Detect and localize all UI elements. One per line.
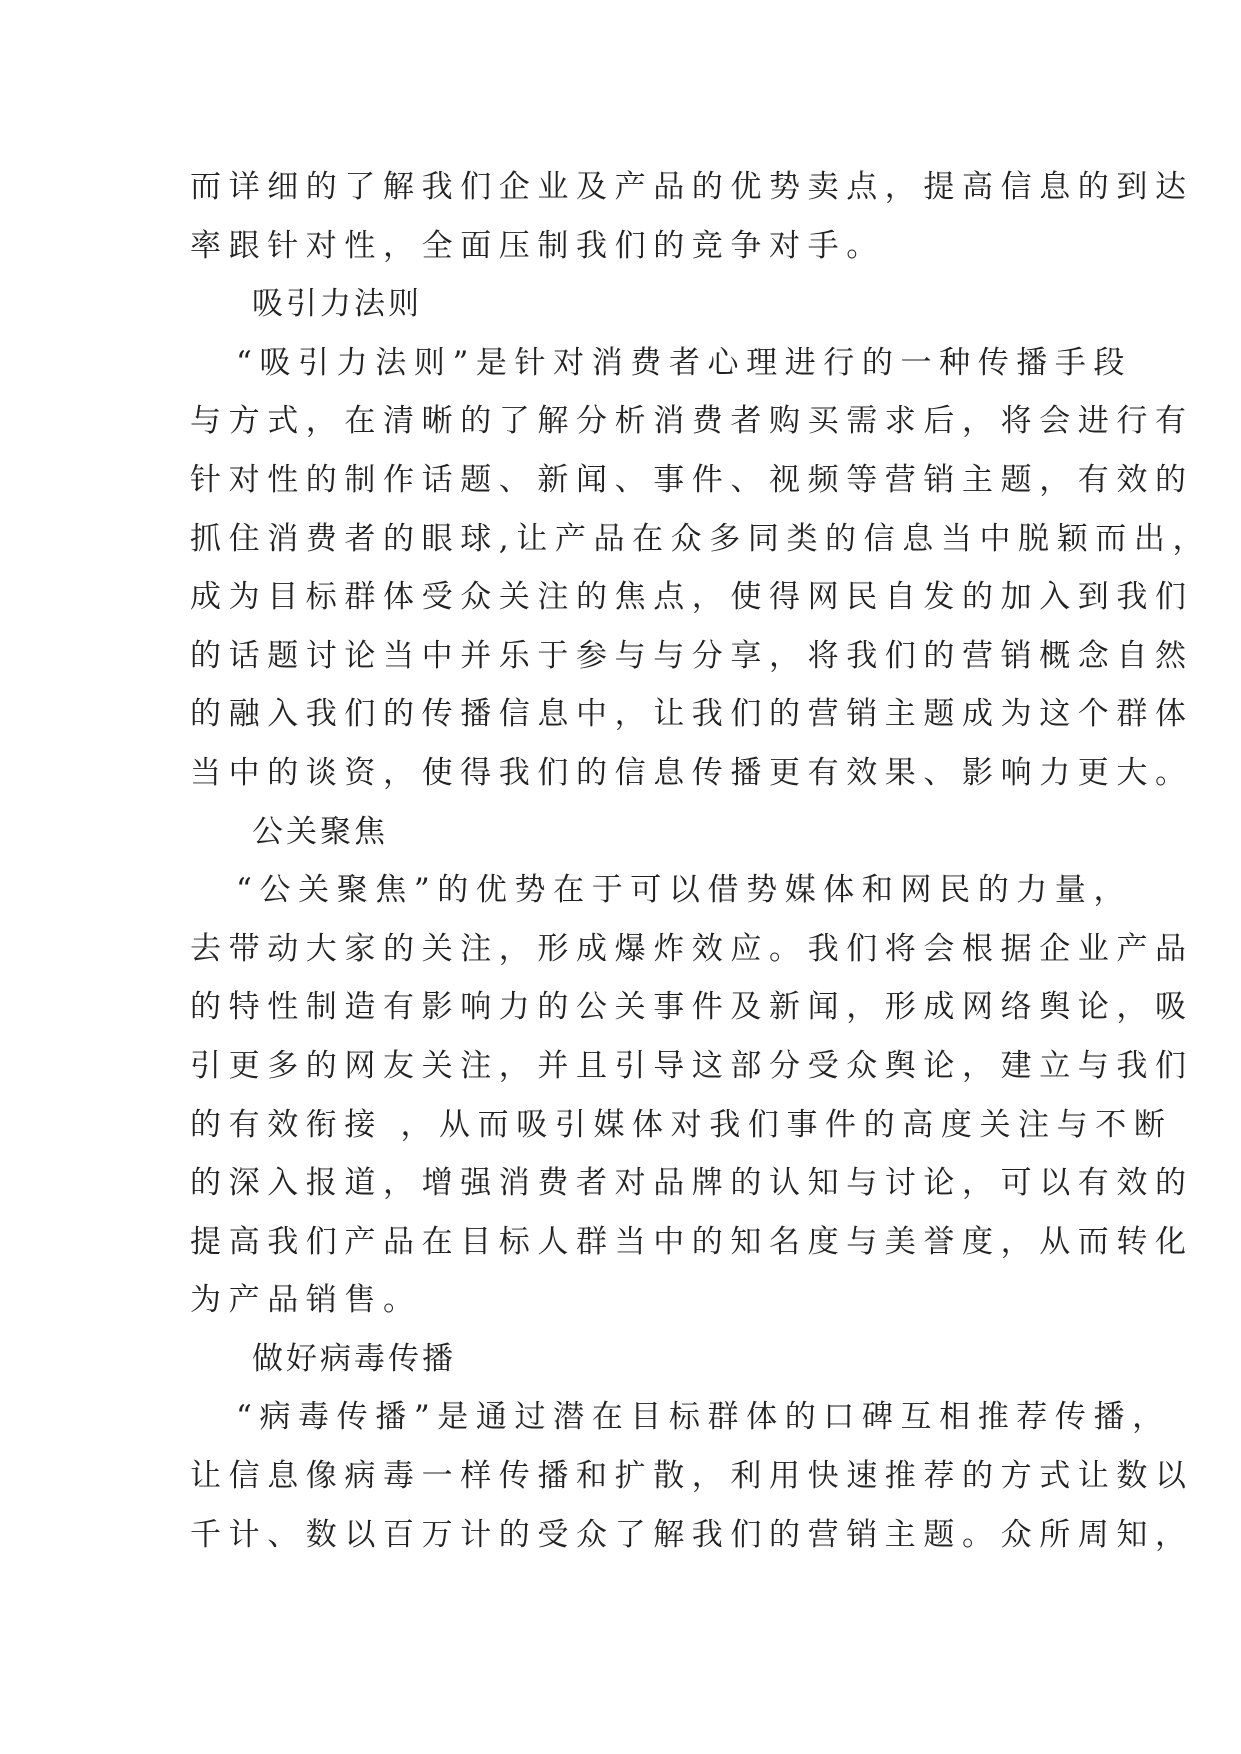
paragraph-line: “公关聚焦”的优势在于可以借势媒体和网民的力量， [236, 872, 1133, 909]
paragraph-line: 让信息像病毒一样传播和扩散，利用快速推荐的方式让数以 [190, 1458, 1194, 1495]
paragraph-line: 去带动大家的关注，形成爆炸效应。我们将会根据企业产品 [190, 930, 1194, 967]
section-heading: 吸引力法则 [252, 286, 422, 323]
paragraph-line: 抓住消费者的眼球,让产品在众多同类的信息当中脱颖而出， [190, 520, 1212, 557]
paragraph-line: 而详细的了解我们企业及产品的优势卖点，提高信息的到达 [190, 169, 1194, 205]
paragraph-line: “吸引力法则”是针对消费者心理进行的一种传播手段 [236, 344, 1133, 381]
paragraph-line: 与方式，在清晰的了解分析消费者购买需求后，将会进行有 [190, 403, 1194, 440]
paragraph-line: 为产品销售。 [190, 1282, 422, 1319]
paragraph-line: 的融入我们的传播信息中，让我们的营销主题成为这个群体 [190, 696, 1194, 733]
paragraph-line: 引更多的网友关注，并且引导这部分受众舆论，建立与我们 [190, 1047, 1194, 1084]
paragraph-line: 的话题讨论当中并乐于参与与分享，将我们的营销概念自然 [190, 637, 1194, 674]
paragraph-line: 当中的谈资，使得我们的信息传播更有效果、影响力更大。 [190, 754, 1194, 791]
paragraph-line: “病毒传播”是通过潜在目标群体的口碑互相推荐传播， [236, 1399, 1171, 1436]
paragraph-line: 针对性的制作话题、新闻、事件、视频等营销主题，有效的 [190, 461, 1194, 498]
paragraph-line: 提高我们产品在目标人群当中的知名度与美誉度，从而转化 [190, 1223, 1194, 1260]
paragraph-line: 的深入报道，增强消费者对品牌的认知与讨论，可以有效的 [190, 1165, 1194, 1202]
paragraph-line: 成为目标群体受众关注的焦点，使得网民自发的加入到我们 [190, 579, 1194, 616]
paragraph-line: 率跟针对性，全面压制我们的竞争对手。 [190, 227, 885, 264]
paragraph-line: 的特性制造有影响力的公关事件及新闻，形成网络舆论，吸 [190, 989, 1194, 1026]
section-heading: 公关聚焦 [252, 813, 388, 850]
paragraph-line: 千计、数以百万计的受众了解我们的营销主题。众所周知， [190, 1516, 1194, 1553]
document-body [190, 158, 1212, 1564]
paragraph-line: 的有效衔接 ，从而吸引媒体对我们事件的高度关注与不断 [190, 1106, 1173, 1143]
section-heading: 做好病毒传播 [252, 1340, 456, 1377]
